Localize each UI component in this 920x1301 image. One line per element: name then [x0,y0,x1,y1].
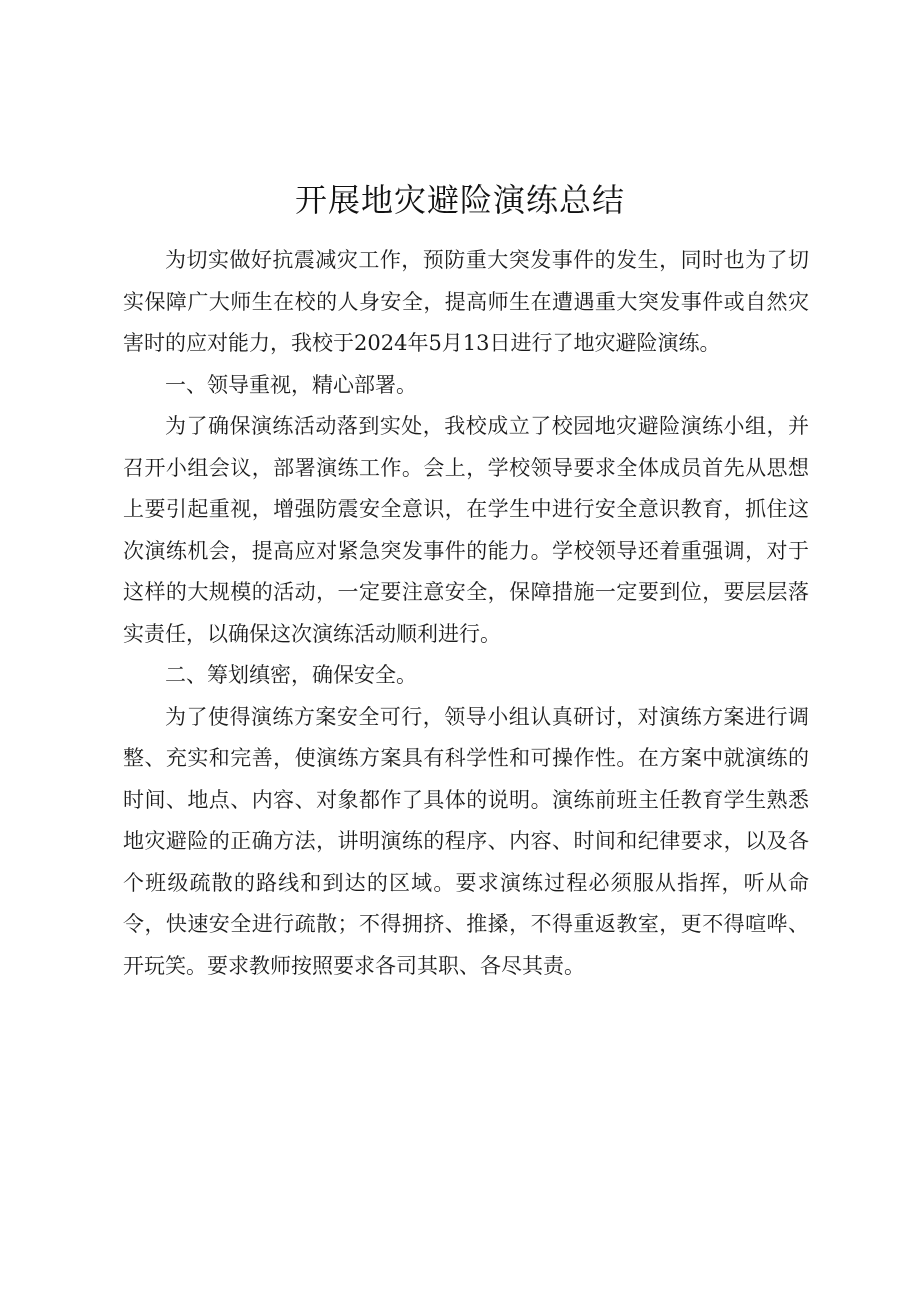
section-heading-2: 二、筹划缜密，确保安全。 [165,663,417,687]
paragraph-section-1: 为了确保演练活动落到实处，我校成立了校园地灾避险演练小组，并召开小组会议，部署演练工作。会上，学校领导要求全体成员首先从思想上要引起重视，增强防震安全意识，在学生中进行安全意识教育，抓住这次演练机会，提高应对紧急突发事件的能力。学校领导还着重强调，对于这样的大规模的活动，一定要注意安全，保障措施一定要到位，要层层落实责任，以确保这次演练活动顺利进行。 [123,414,809,646]
paragraph-section-2: 为了使得演练方案安全可行，领导小组认真研讨，对演练方案进行调整、充实和完善，使演练方案具有科学性和可操作性。在方案中就演练的时间、地点、内容、对象都作了具体的说明。演练前班主任教育学生熟悉地灾避险的正确方法，讲明演练的程序、内容、时间和纪律要求，以及各个班级疏散的路线和到达的区域。要求演练过程必须服从指挥，听从命令，快速安全进行疏散；不得拥挤、推搡，不得重返教室，更不得喧哗、开玩笑。要求教师按照要求各司其职、各尽其责。 [123,704,809,978]
section-heading-1: 一、领导重视，精心部署。 [165,372,417,397]
document-title: 开展地灾避险演练总结 [294,181,625,219]
document-body [123,240,809,987]
paragraph-intro: 为切实做好抗震减灾工作，预防重大突发事件的发生，同时也为了切实保障广大师生在校的人身安全，提高师生在遭遇重大突发事件或自然灾害时的应对能力，我校于2024年5月13日进行了地灾避险演练。 [123,248,809,355]
